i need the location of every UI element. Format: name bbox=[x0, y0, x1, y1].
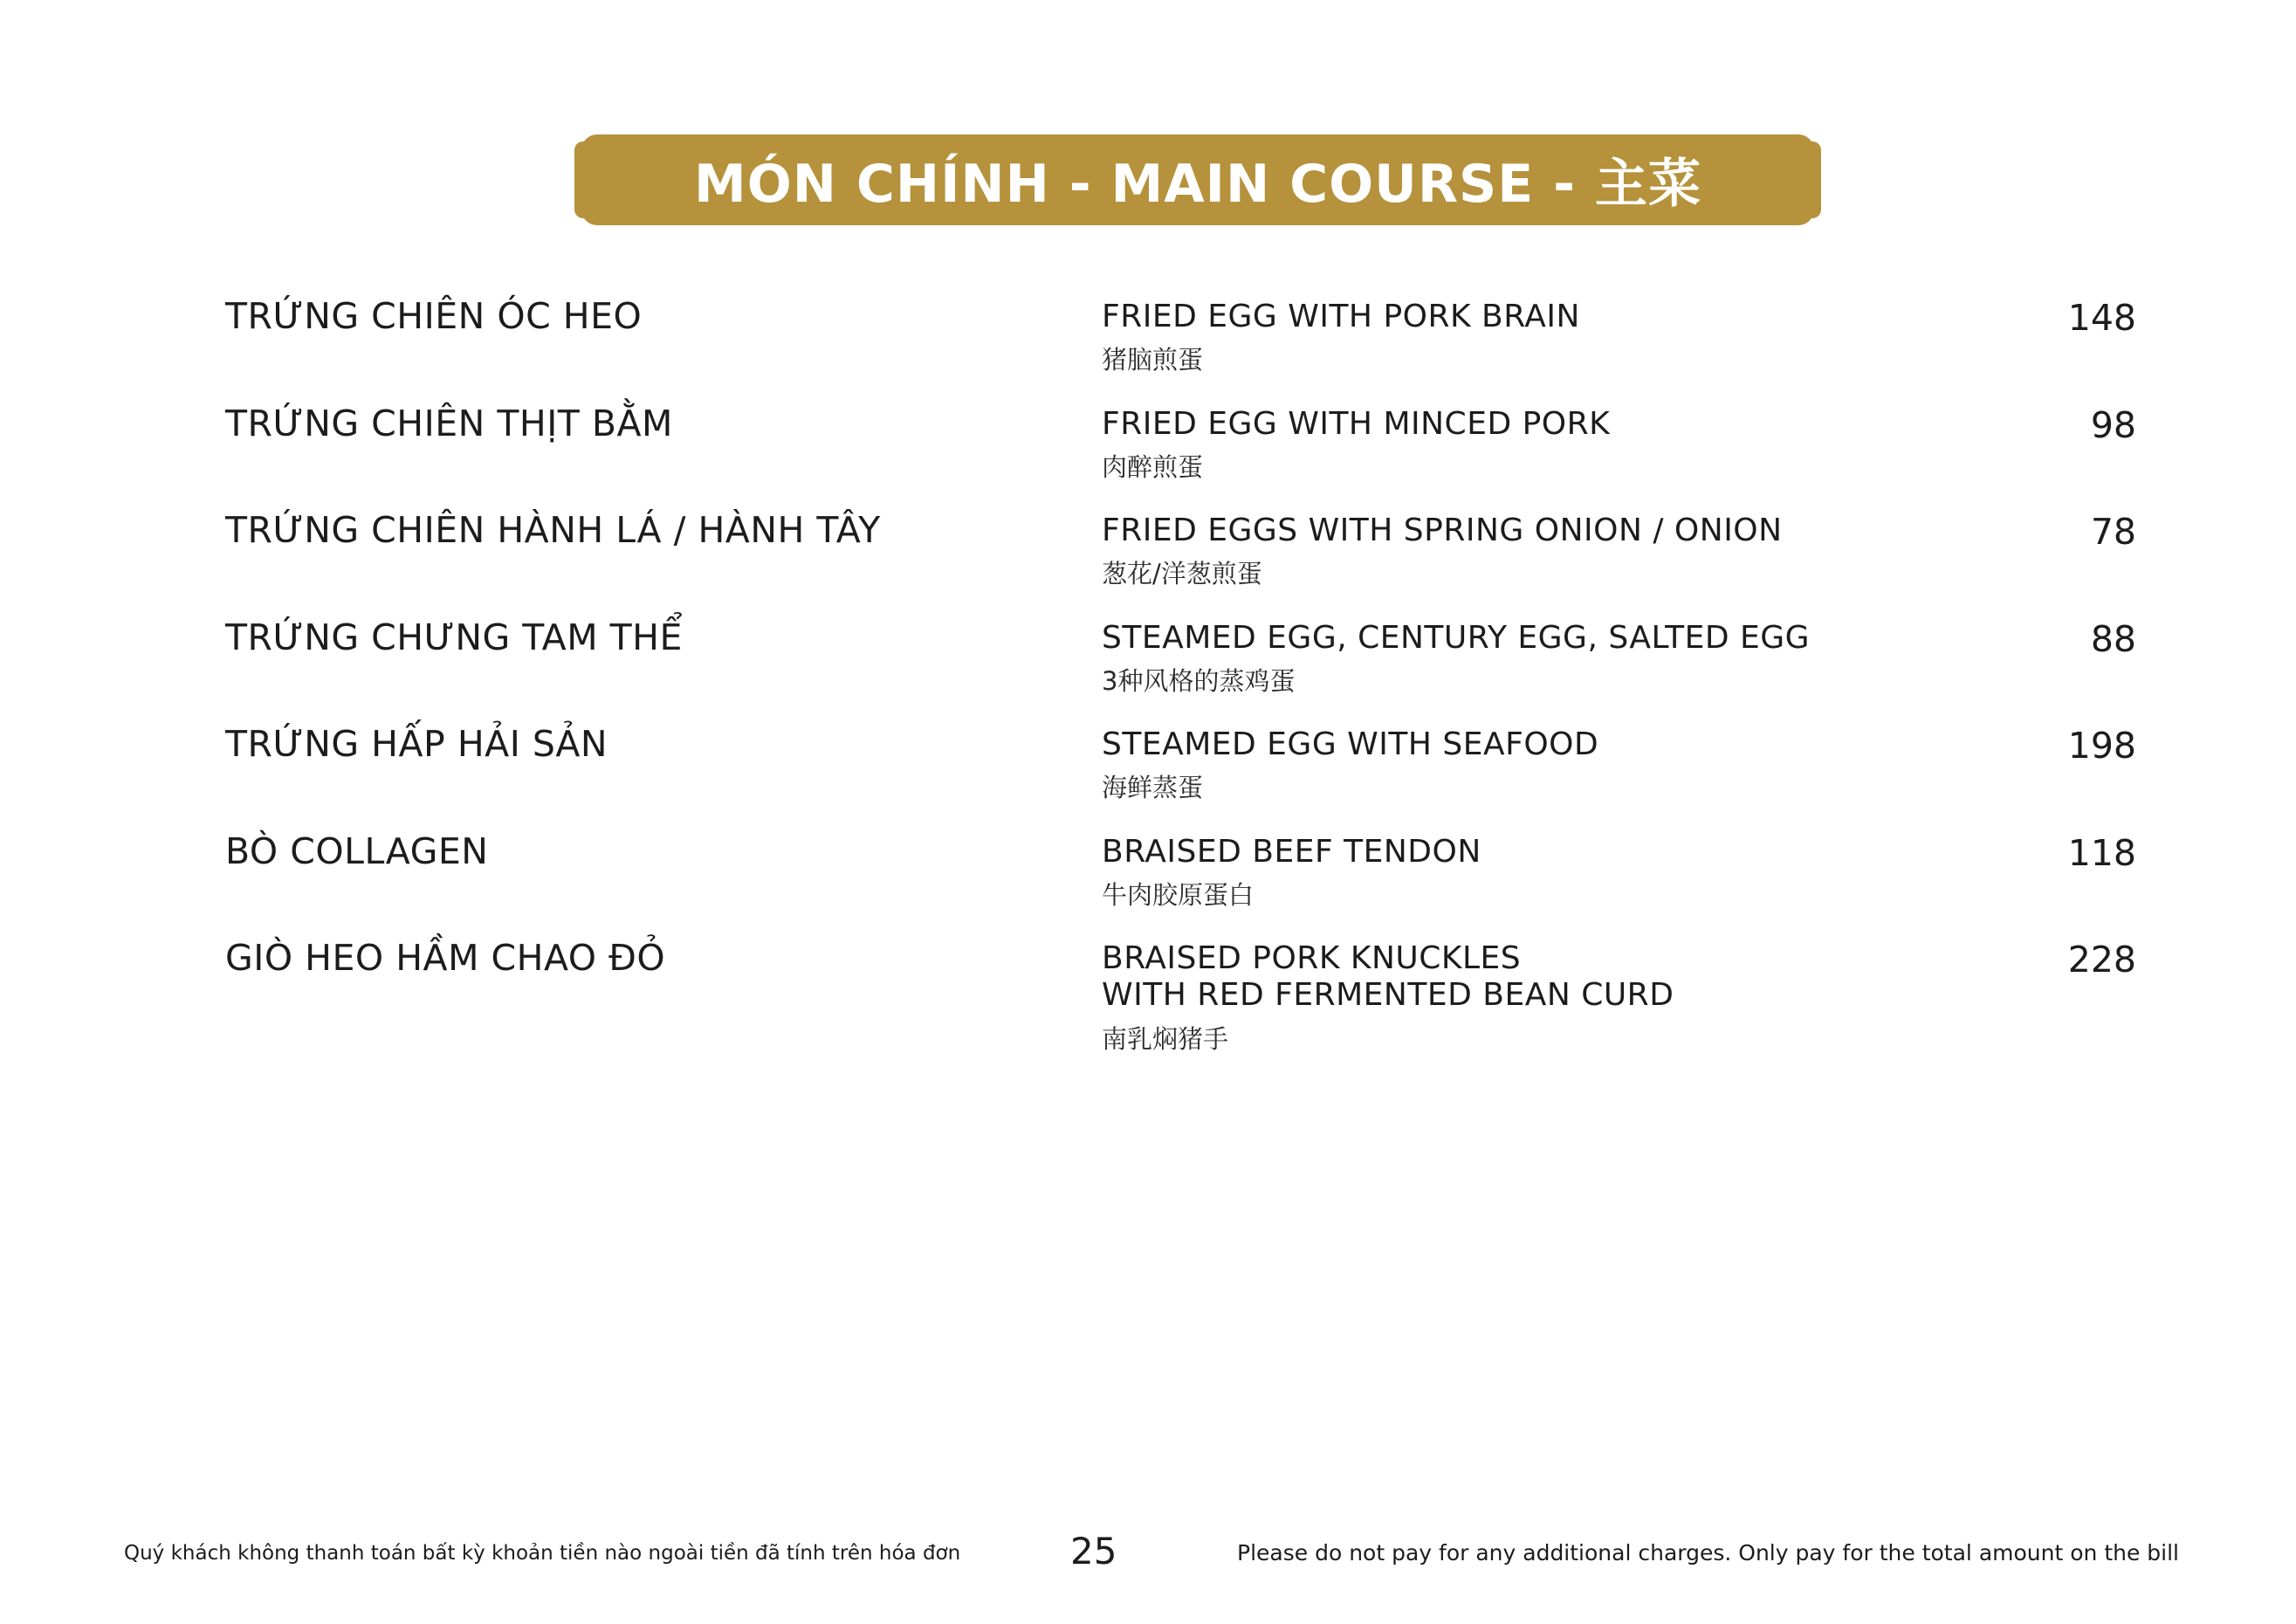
menu-item-name-cn: 牛肉胶原蛋白 bbox=[1102, 880, 1255, 910]
menu-item-name-cn: 肉醉煎蛋 bbox=[1102, 452, 1204, 482]
menu-item-name-en: FRIED EGGS WITH SPRING ONION / ONION bbox=[1102, 513, 1783, 548]
menu-item-name-en: BRAISED BEEF TENDON bbox=[1102, 834, 1481, 870]
menu-item-name-vn: TRỨNG CHƯNG TAM THỂ bbox=[225, 616, 683, 658]
menu-item-price: 198 bbox=[2067, 725, 2136, 767]
menu-item-price: 88 bbox=[2090, 618, 2136, 660]
menu-item-name-cn: 葱花/洋葱煎蛋 bbox=[1102, 559, 1262, 588]
page-number: 25 bbox=[1070, 1530, 1117, 1572]
menu-item-name-cn: 猪脑煎蛋 bbox=[1102, 345, 1204, 375]
menu-item-name-en: FRIED EGG WITH PORK BRAIN bbox=[1102, 299, 1580, 334]
menu-item-name-en-line2: WITH RED FERMENTED BEAN CURD bbox=[1102, 977, 1674, 1013]
footer-note-vn: Quý khách không thanh toán bất kỳ khoản tiền nào ngoài tiền đã tính trên hóa đơn bbox=[124, 1542, 961, 1565]
footer-note-en: Please do not pay for any additional charges. Only pay for the total amount on the bill bbox=[1237, 1540, 2179, 1566]
menu-item-name-cn: 3种风格的蒸鸡蛋 bbox=[1102, 666, 1296, 696]
menu-item-name-cn: 南乳焖猪手 bbox=[1102, 1024, 1229, 1054]
menu-item-price: 118 bbox=[2067, 832, 2136, 874]
menu-item-name-en: FRIED EGG WITH MINCED PORK bbox=[1102, 406, 1611, 442]
menu-item-name-vn: TRỨNG CHIÊN THỊT BẰM bbox=[225, 403, 673, 444]
menu-item-name-en: STEAMED EGG, CENTURY EGG, SALTED EGG bbox=[1102, 620, 1811, 656]
menu-item-name-en: BRAISED PORK KNUCKLES bbox=[1102, 940, 1522, 976]
menu-item-name-cn: 海鲜蒸蛋 bbox=[1102, 773, 1204, 802]
menu-item-name-vn: BÒ COLLAGEN bbox=[225, 830, 489, 872]
menu-item-name-vn: TRỨNG CHIÊN HÀNH LÁ / HÀNH TÂY bbox=[225, 509, 881, 551]
menu-item-name-vn: TRỨNG CHIÊN ÓC HEO bbox=[225, 295, 643, 337]
menu-item-price: 228 bbox=[2067, 939, 2136, 981]
menu-item-price: 98 bbox=[2090, 404, 2136, 446]
menu-item-price: 78 bbox=[2090, 511, 2136, 553]
section-title: MÓN CHÍNH - MAIN COURSE - 主菜 bbox=[694, 154, 1701, 215]
menu-item-price: 148 bbox=[2067, 297, 2136, 339]
menu-item-name-en: STEAMED EGG WITH SEAFOOD bbox=[1102, 726, 1599, 762]
menu-item-name-vn: TRỨNG HẤP HẢI SẢN bbox=[225, 723, 608, 765]
menu-item-name-vn: GIÒ HEO HẦM CHAO ĐỎ bbox=[225, 937, 666, 979]
